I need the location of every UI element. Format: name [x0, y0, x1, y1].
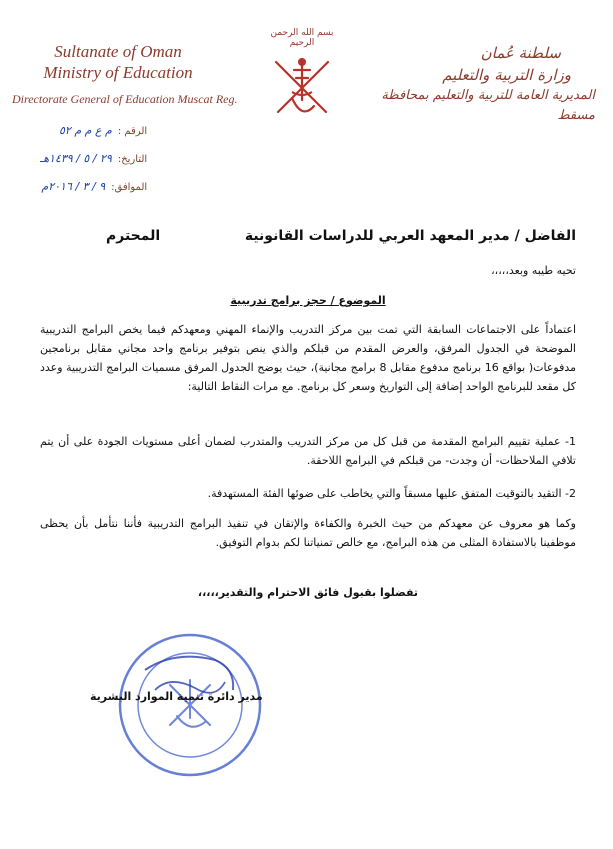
reference-number-label: الرقم :	[117, 126, 148, 137]
ministry-name-en: Ministry of Education	[43, 63, 193, 82]
reference-number-value: م ع م م ٥٢	[59, 124, 112, 137]
letterhead-arabic	[375, 42, 595, 126]
paragraph-point-1: 1- عملية تقييم البرامج المقدمة من قبل كل من مركز التدريب والمتدرب لضمان أعلى مستويات الجودة على أن يتم تلافي الملاحظات- أن وجدت- من قبلكم في البرامج اللاحقة.	[40, 435, 576, 467]
addressee-name: الفاضل / مدير المعهد العربي للدراسات القانونية	[244, 228, 576, 244]
country-name-ar: سلطنة عُمان	[480, 44, 561, 62]
greeting: تحيه طيبه وبعد،،،،،	[491, 264, 576, 277]
reference-block	[40, 124, 147, 208]
addressee-honorific: المحترم	[106, 228, 161, 244]
hijri-date-row	[40, 152, 147, 180]
basmala-text: بسم الله الرحمن الرحيم	[270, 28, 334, 48]
hijri-date-label: التاريخ:	[117, 154, 148, 165]
directorate-name-ar: المديرية العامة للتربية والتعليم بمحافظة مسقط	[381, 88, 595, 123]
signatory-title: مدير دائرة تنمية الموارد البشرية	[90, 690, 263, 703]
official-stamp-icon	[115, 630, 265, 780]
hijri-date-value: ٢٩ / ٥ / ١٤٣٩هـ	[40, 152, 112, 165]
oman-emblem	[262, 28, 342, 124]
addressee-line	[106, 228, 576, 244]
khanjar-emblem-icon	[262, 48, 342, 128]
paragraph-point-2: 2- التقيد بالتوقيت المتفق عليها مسبقاً والتي يخاطب على ضوئها الفئة المستهدفة.	[207, 487, 576, 500]
paragraph-intro: اعتماداً على الاجتماعات السابقة التي تمت بين مركز التدريب والإنماء المهني ومعهدكم فيما يخص البرامج التدريبية الموضحة في الجدول المرفق، والعرض المقدم من قبلكم والذي ينص بتوفير برنامج واحد مجاني مقابل برنامجين مدفوعات( بواقع 16 برنامج مدفوع مقابل 8 برامج مجانية)، حيث يوضح الجدول المرفق مسميات البرامج التدريبية وعدد كل مقعد للبرنامج الواحد إضافة إلى التواريخ وسعر كل برنامج. مع مرات النقاط التالية:	[40, 323, 576, 393]
gregorian-date-label: الموافق:	[111, 182, 148, 193]
paragraph-conclusion: وكما هو معروف عن معهدكم من حيث الخبرة والكفاءة والإتقان في تنفيذ البرامج التدريبية فأننا نتأمل بأن يحظى موظفينا بالاستفادة المثلى من هذه البرامج، مع خالص تمنياتنا لكم بدوام التوفيق.	[40, 517, 576, 549]
letterhead-english	[12, 42, 238, 108]
gregorian-date-row	[40, 180, 147, 208]
subject-line: الموضوع / حجز برامج تدريبية	[230, 294, 386, 307]
directorate-name-en: Directorate General of Education Muscat Reg.	[12, 92, 238, 106]
closing-line: تفضلوا بقبول فائق الاحترام والتقدير،،،،،	[197, 586, 419, 599]
gregorian-date-value: ٩ / ٣ / ٢٠١٦م	[41, 180, 106, 193]
reference-number-row	[40, 124, 147, 152]
country-name-en: Sultanate of Oman	[54, 42, 182, 61]
ministry-name-ar: وزارة التربية والتعليم	[442, 66, 571, 84]
